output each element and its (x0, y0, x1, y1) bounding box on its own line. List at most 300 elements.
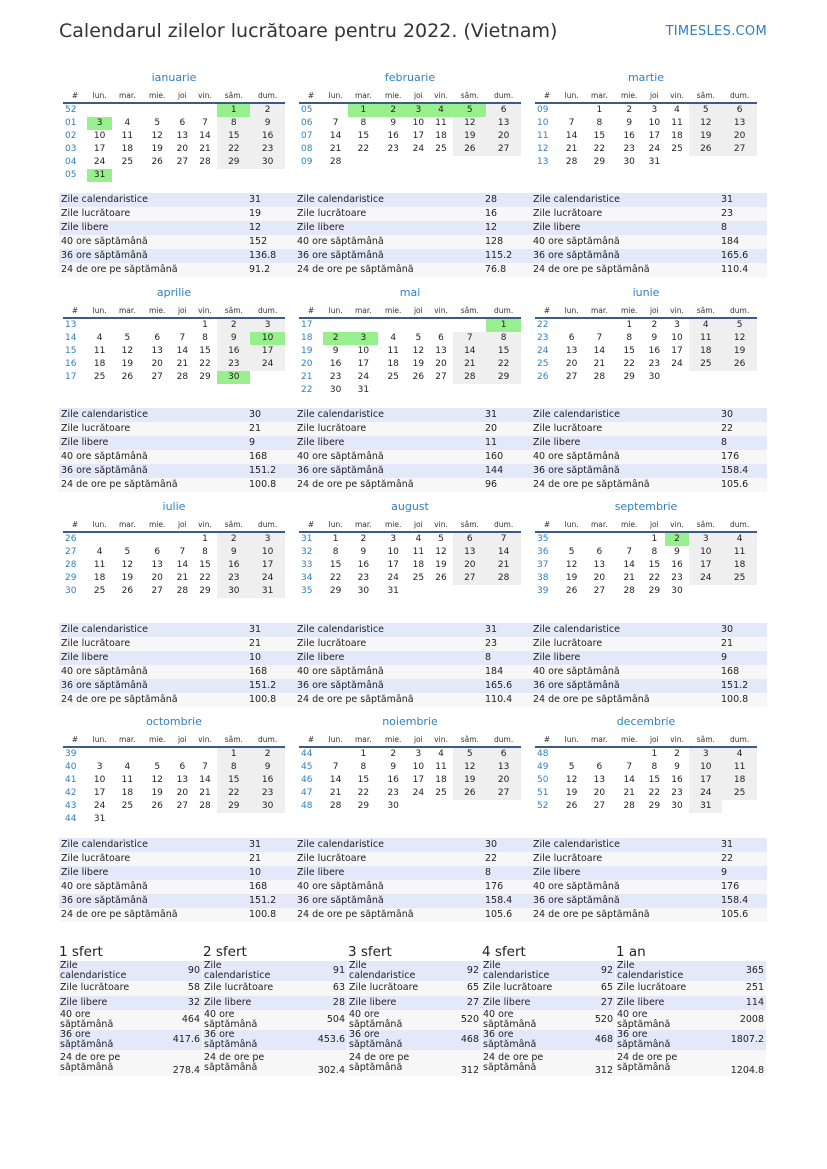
weekday-lun.: lun. (559, 89, 584, 103)
day-cell: 14 (623, 560, 635, 570)
stats-row (531, 408, 767, 422)
summary-row (482, 981, 615, 996)
day-cell: 5 (415, 333, 422, 343)
stats-value: 21 (247, 852, 295, 866)
stats-label: 36 ore săptămână (531, 679, 719, 693)
day-cell: 12 (151, 775, 163, 785)
weekday-mie.: mie. (378, 733, 408, 747)
stats-row (59, 422, 295, 436)
day-cell: 18 (121, 788, 134, 798)
day-cell: 5 (453, 747, 486, 761)
weekday-vin.: vin. (193, 89, 218, 103)
week-number: 17 (301, 320, 313, 330)
day-cell: 21 (623, 573, 635, 583)
day-cell: 12 (453, 761, 486, 774)
summary-row (482, 1030, 615, 1050)
month-calendar (299, 518, 521, 598)
weekday-header (63, 733, 285, 747)
day-cell: 13 (486, 117, 521, 130)
day-cell: 28 (176, 586, 189, 596)
weekday-joi: joi (172, 518, 193, 532)
summary-value: 453.6 (290, 1030, 347, 1050)
day-cell: 18 (671, 131, 683, 141)
stats-value: 115.2 (483, 249, 531, 263)
day-cell: 25 (93, 372, 106, 382)
day-cell: 17 (250, 345, 285, 358)
day-cell: 22 (199, 573, 211, 583)
day-cell: 2 (250, 747, 285, 761)
week-row (299, 371, 521, 384)
day-cell: 10 (357, 346, 370, 356)
day-cell: 28 (199, 157, 211, 167)
day-cell: 22 (486, 358, 521, 371)
empty-cell (429, 384, 454, 397)
week-row (299, 103, 521, 117)
day-cell: 25 (93, 586, 106, 596)
day-cell: 16 (387, 131, 399, 141)
day-cell: 17 (689, 774, 722, 787)
week-number: 01 (65, 118, 77, 128)
week-number: 52 (65, 105, 77, 115)
day-cell: 12 (121, 346, 134, 356)
day-cell: 4 (438, 749, 444, 759)
day-cell: 6 (486, 747, 521, 761)
day-cell: 8 (651, 762, 658, 772)
month-name: octombrie (146, 715, 202, 728)
empty-cell (378, 318, 408, 332)
day-cell: 11 (387, 346, 399, 356)
week-row (535, 532, 757, 546)
stats-label: Zile libere (531, 436, 719, 450)
stats-row (295, 249, 531, 263)
day-cell: 17 (387, 560, 399, 570)
stats-row (59, 637, 295, 651)
stats-row (295, 422, 531, 436)
stats-row (59, 908, 295, 922)
weekday-mie.: mie. (142, 733, 172, 747)
stats-value: 105.6 (483, 908, 531, 922)
empty-cell (559, 747, 584, 761)
day-cell: 30 (623, 157, 635, 167)
empty-cell (142, 103, 172, 117)
week-number: 16 (65, 359, 77, 369)
empty-cell (408, 384, 429, 397)
week-row (535, 117, 757, 130)
week-number-header: # (299, 304, 323, 318)
weekday-mie.: mie. (614, 304, 644, 318)
stats-label: 40 ore săptămână (59, 235, 247, 249)
day-cell: 31 (87, 169, 112, 182)
summary-value: 468 (435, 1030, 481, 1050)
day-cell: 4 (96, 547, 103, 557)
empty-cell (453, 384, 486, 397)
empty-cell (142, 318, 172, 332)
stats-row (59, 693, 295, 707)
week-number: 50 (537, 775, 549, 785)
weekday-dum.: dum. (722, 518, 757, 532)
day-cell: 30 (329, 385, 342, 395)
stats-row (531, 852, 767, 866)
day-cell: 24 (357, 372, 370, 382)
stats-value: 22 (719, 422, 767, 436)
weekday-joi: joi (408, 733, 429, 747)
week-number-header: # (63, 89, 87, 103)
stats-value: 105.6 (719, 478, 767, 492)
month-name: iunie (632, 286, 660, 299)
day-cell: 29 (593, 157, 606, 167)
weekday-header (535, 518, 757, 532)
stats-row (531, 235, 767, 249)
week-row (535, 143, 757, 156)
stats-label: Zile lucrătoare (295, 207, 483, 221)
summary-row (616, 1030, 766, 1050)
stats-row (531, 866, 767, 880)
day-cell: 7 (179, 333, 186, 343)
empty-cell (722, 371, 757, 384)
empty-cell (217, 813, 250, 826)
weekday-header (63, 518, 285, 532)
empty-cell (193, 103, 218, 117)
weekday-mar.: mar. (112, 89, 142, 103)
stats-row (531, 679, 767, 693)
day-cell: 21 (176, 359, 189, 369)
week-row (535, 318, 757, 332)
day-cell: 12 (412, 346, 425, 356)
day-cell: 26 (121, 586, 134, 596)
day-cell: 20 (435, 359, 447, 369)
month-martie (535, 71, 757, 169)
stats-label: Zile calendaristice (531, 408, 719, 422)
stats-row (59, 894, 295, 908)
day-cell: 1 (217, 103, 250, 117)
stats-row (295, 193, 531, 207)
day-cell: 21 (329, 144, 342, 154)
day-cell: 23 (671, 788, 683, 798)
day-cell: 25 (689, 358, 722, 371)
day-cell: 12 (151, 131, 163, 141)
empty-cell (559, 318, 584, 332)
day-cell: 17 (412, 775, 425, 785)
day-cell: 14 (199, 775, 211, 785)
day-cell: 1 (651, 749, 658, 759)
summary-label: Zile libere (203, 996, 290, 1011)
day-cell: 13 (435, 346, 447, 356)
week-row (63, 318, 285, 332)
weekday-joi: joi (644, 89, 665, 103)
stats-value: 91.2 (247, 263, 295, 277)
summary-label: 40 ore săptămână (203, 1010, 290, 1030)
summary-row (59, 961, 202, 981)
day-cell: 24 (93, 157, 106, 167)
month-name: martie (627, 71, 665, 84)
week-row (299, 384, 521, 397)
month-name: aprilie (156, 286, 192, 299)
day-cell: 22 (648, 573, 661, 583)
stats-row (295, 665, 531, 679)
summary-label: 40 ore săptămână (348, 1010, 435, 1030)
day-cell: 15 (199, 560, 211, 570)
day-cell: 21 (176, 573, 189, 583)
day-cell: 11 (93, 346, 106, 356)
stats-value: 31 (247, 193, 295, 207)
day-cell: 15 (648, 775, 661, 785)
stats-value: 165.6 (719, 249, 767, 263)
empty-cell (112, 169, 142, 182)
weekday-mie.: mie. (142, 89, 172, 103)
stats-value: 22 (719, 852, 767, 866)
stats-row (295, 866, 531, 880)
day-cell: 26 (121, 372, 134, 382)
weekday-dum.: dum. (722, 304, 757, 318)
day-cell: 20 (593, 573, 606, 583)
day-cell: 30 (671, 801, 683, 811)
week-row (299, 345, 521, 358)
summary-value: 504 (290, 1010, 347, 1030)
week-row (299, 559, 521, 572)
day-cell: 1 (348, 103, 378, 117)
week-number: 02 (65, 131, 77, 141)
stats-row (531, 478, 767, 492)
stats-label: Zile libere (59, 651, 247, 665)
day-cell: 8 (217, 761, 250, 774)
stats-label: Zile lucrătoare (531, 422, 719, 436)
summary-row (348, 996, 481, 1011)
stats-label: 40 ore săptămână (295, 450, 483, 464)
weekday-header (299, 89, 521, 103)
day-cell: 1 (360, 749, 367, 759)
month-stats (295, 838, 531, 922)
day-cell: 27 (593, 801, 606, 811)
stats-value: 152 (247, 235, 295, 249)
stats-row (531, 637, 767, 651)
week-number: 44 (301, 749, 313, 759)
day-cell: 15 (357, 775, 370, 785)
week-number: 09 (301, 157, 313, 167)
day-cell: 3 (348, 332, 378, 345)
stats-label: 36 ore săptămână (531, 249, 719, 263)
stats-value: 21 (247, 637, 295, 651)
day-cell: 20 (722, 130, 757, 143)
weekday-header (299, 733, 521, 747)
weekday-vin.: vin. (665, 733, 690, 747)
day-cell: 14 (176, 346, 189, 356)
summary-value: 27 (569, 996, 615, 1011)
empty-cell (87, 103, 112, 117)
month-august (299, 500, 521, 598)
stats-value: 23 (483, 637, 531, 651)
stats-label: Zile lucrătoare (59, 207, 247, 221)
day-cell: 1 (596, 105, 603, 115)
week-number: 31 (301, 534, 313, 544)
day-cell: 27 (486, 143, 521, 156)
summary-table (616, 961, 766, 1076)
day-cell: 24 (689, 787, 722, 800)
day-cell: 29 (648, 801, 661, 811)
summary-value: 92 (435, 961, 481, 981)
month-calendar (299, 733, 521, 813)
day-cell: 23 (623, 144, 635, 154)
day-cell: 19 (151, 144, 163, 154)
stats-value: 168 (247, 880, 295, 894)
stats-value: 31 (247, 838, 295, 852)
day-cell: 28 (199, 801, 211, 811)
day-cell: 17 (648, 131, 661, 141)
weekday-dum.: dum. (250, 89, 285, 103)
summary-1-an (616, 943, 766, 1076)
stats-row (295, 464, 531, 478)
empty-cell (193, 747, 218, 761)
week-number: 52 (537, 801, 549, 811)
day-cell: 12 (689, 117, 722, 130)
day-cell: 29 (648, 586, 661, 596)
day-cell: 19 (565, 573, 578, 583)
day-cell: 16 (623, 131, 635, 141)
month-stats (295, 408, 531, 492)
weekday-joi: joi (172, 304, 193, 318)
summary-value: 312 (569, 1050, 615, 1076)
stats-label: 40 ore săptămână (59, 665, 247, 679)
week-row (63, 358, 285, 371)
day-cell: 27 (565, 372, 578, 382)
week-number: 47 (301, 788, 313, 798)
summary-label: Zile lucrătoare (348, 981, 435, 996)
day-cell: 8 (332, 547, 339, 557)
summary-value: 278.4 (146, 1050, 202, 1076)
summary-label: Zile calendaristice (616, 961, 703, 981)
day-cell: 18 (412, 560, 425, 570)
day-cell: 21 (486, 559, 521, 572)
stats-row (531, 249, 767, 263)
week-row (299, 747, 521, 761)
weekday-mie.: mie. (142, 518, 172, 532)
day-cell: 24 (689, 572, 722, 585)
week-number-header: # (535, 304, 559, 318)
weekday-dum.: dum. (250, 518, 285, 532)
day-cell: 9 (651, 333, 658, 343)
week-number-header: # (535, 518, 559, 532)
day-cell: 29 (329, 586, 342, 596)
weekday-sâm.: sâm. (453, 304, 486, 318)
week-number-header: # (535, 89, 559, 103)
day-cell: 14 (329, 131, 342, 141)
stats-label: 40 ore săptămână (531, 450, 719, 464)
weekday-dum.: dum. (486, 518, 521, 532)
month-calendar (299, 89, 521, 169)
day-cell: 19 (435, 560, 447, 570)
stats-row (295, 693, 531, 707)
summary-value: 2008 (703, 1010, 766, 1030)
stats-value: 184 (719, 235, 767, 249)
week-number: 35 (301, 586, 313, 596)
summary-value: 63 (290, 981, 347, 996)
day-cell: 1 (217, 747, 250, 761)
stats-value: 30 (483, 838, 531, 852)
day-cell: 19 (412, 359, 425, 369)
summary-row (616, 996, 766, 1011)
day-cell: 13 (565, 346, 578, 356)
day-cell: 1 (486, 318, 521, 332)
weekday-vin.: vin. (429, 304, 454, 318)
day-cell: 12 (722, 332, 757, 345)
day-cell: 22 (199, 359, 211, 369)
day-cell: 9 (217, 546, 250, 559)
week-row (63, 117, 285, 130)
weekday-vin.: vin. (665, 304, 690, 318)
day-cell: 15 (217, 130, 250, 143)
day-cell: 6 (596, 547, 603, 557)
week-row (535, 371, 757, 384)
weekday-header (299, 304, 521, 318)
stats-row (59, 478, 295, 492)
day-cell: 11 (435, 762, 447, 772)
day-cell: 8 (626, 333, 633, 343)
week-number: 21 (301, 372, 313, 382)
month-februarie (299, 71, 521, 169)
day-cell: 17 (357, 359, 370, 369)
day-cell: 22 (623, 359, 635, 369)
stats-label: Zile lucrătoare (295, 852, 483, 866)
day-cell: 26 (151, 157, 163, 167)
day-cell: 20 (176, 788, 189, 798)
summary-row (348, 1050, 481, 1076)
week-number: 45 (301, 762, 313, 772)
stats-value: 30 (719, 408, 767, 422)
summary-label: 40 ore săptămână (482, 1010, 569, 1030)
day-cell: 7 (626, 762, 633, 772)
week-row (535, 585, 757, 598)
weekday-sâm.: sâm. (689, 733, 722, 747)
empty-cell (429, 585, 454, 598)
week-row (535, 332, 757, 345)
empty-cell (172, 169, 193, 182)
brand-link[interactable]: TIMESLES.COM (665, 24, 767, 39)
summary-row (59, 1030, 202, 1050)
stats-row (295, 908, 531, 922)
stats-label: Zile calendaristice (59, 408, 247, 422)
weekday-dum.: dum. (486, 89, 521, 103)
week-number: 06 (301, 118, 313, 128)
day-cell: 2 (217, 318, 250, 332)
day-cell: 28 (329, 801, 342, 811)
day-cell: 27 (151, 586, 163, 596)
summary-4-sfert (482, 943, 615, 1076)
day-cell: 14 (453, 345, 486, 358)
empty-cell (689, 156, 722, 169)
weekday-lun.: lun. (87, 89, 112, 103)
day-cell: 24 (412, 788, 425, 798)
stats-label: Zile calendaristice (59, 623, 247, 637)
weekday-lun.: lun. (323, 518, 348, 532)
summary-row (616, 1010, 766, 1030)
stats-row (531, 908, 767, 922)
empty-cell (142, 813, 172, 826)
day-cell: 25 (722, 572, 757, 585)
stats-label: Zile libere (59, 221, 247, 235)
empty-cell (614, 532, 644, 546)
stats-row (295, 679, 531, 693)
summary-row (348, 1010, 481, 1030)
day-cell: 14 (593, 346, 606, 356)
week-number-header: # (299, 89, 323, 103)
day-cell: 18 (387, 359, 399, 369)
stats-label: 24 de ore pe săptămână (295, 263, 483, 277)
day-cell: 13 (453, 546, 486, 559)
week-number: 19 (301, 346, 313, 356)
summary-value: 417.6 (146, 1030, 202, 1050)
day-cell: 28 (623, 586, 635, 596)
day-cell: 23 (387, 144, 399, 154)
stats-label: Zile calendaristice (59, 838, 247, 852)
